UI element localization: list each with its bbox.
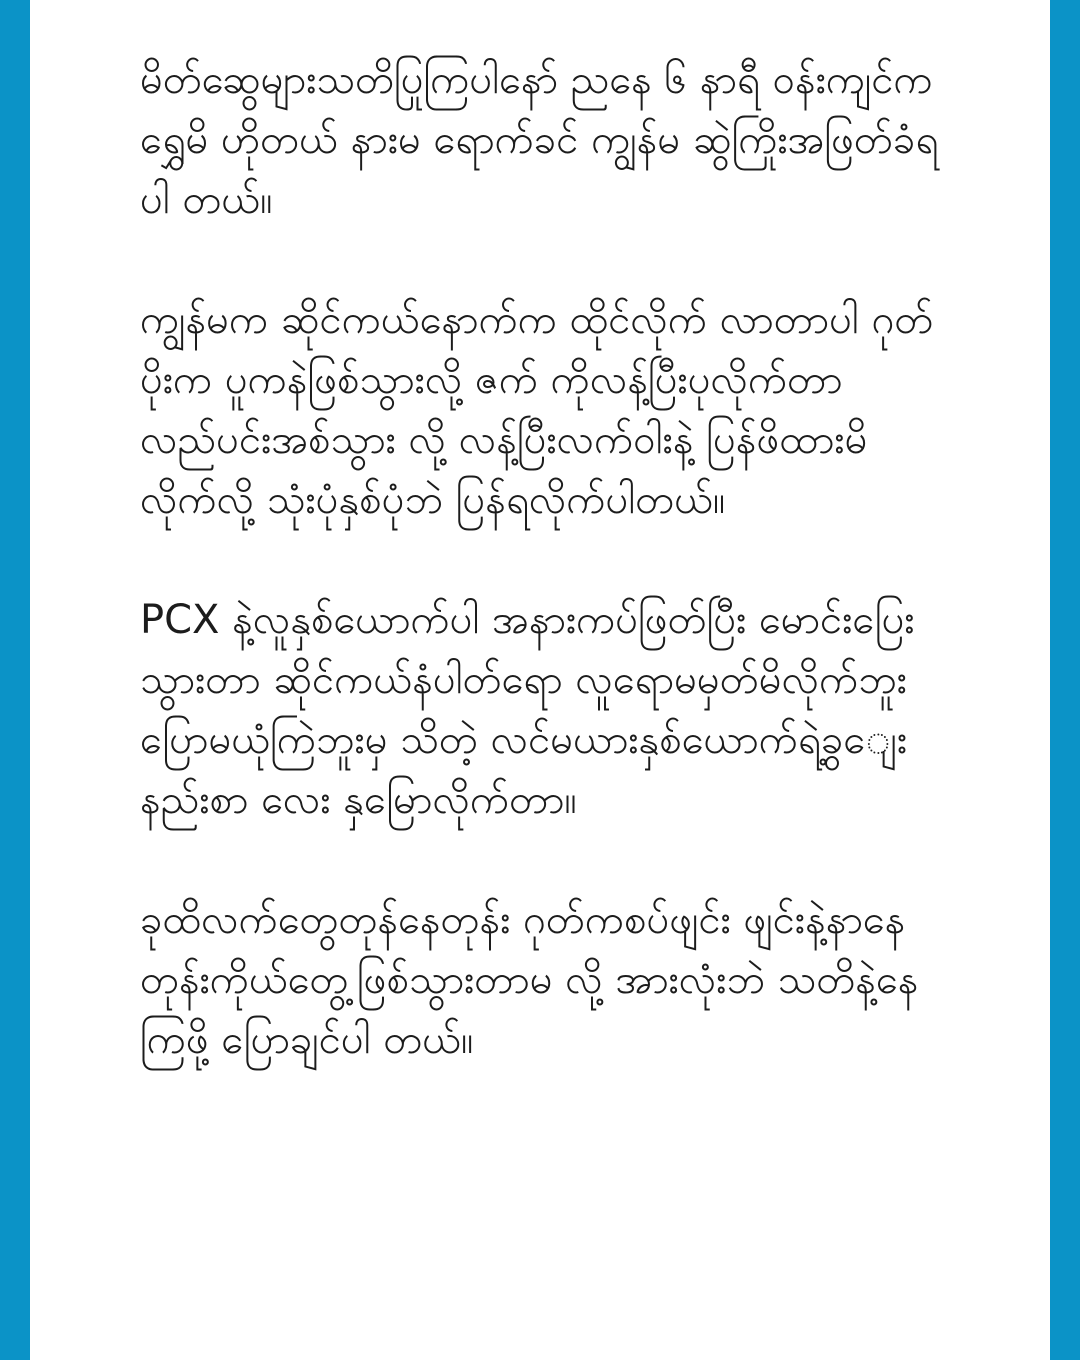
post-paragraph-3: PCX နဲ့လူနှစ်ယောက်ပါ အနားကပ်ဖြတ်ပြီး မောင်းပြေးသွားတာ ဆိုင်ကယ်နံပါတ်ရော လူရောမမှတ်မိလိုက်ဘူး ပြောမယုံကြဲဘူးမှ သိတဲ့ လင်မယားနှစ်ယောက်ရဲ့ခွျေးနည်းစာ လေး နှမြောလိုက်တာ။	[140, 597, 915, 823]
post-paragraph-4: ခုထိလက်တွေတုန်နေတုန်း ဂုတ်ကစပ်ဖျင်း ဖျင်းနဲ့နာနေတုန်းကိုယ်တွေ့ဖြစ်သွားတာမ လို့ အားလုံးဘဲ သတိနဲ့နေကြဖို့ ပြောချင်ပါ တယ်။	[140, 897, 919, 1063]
post-paragraph-1: မိတ်ဆွေများသတိပြုကြပါနော် ညနေ ၆ နာရီ ဝန်းကျင်က ရွှေမိ ဟိုတယ် နားမ ရောက်ခင် ကျွန်မ ဆွဲကြိုးအဖြတ်ခံရပါ တယ်။	[140, 57, 939, 223]
post-body	[140, 50, 940, 1070]
post-paragraph-2: ကျွန်မက ဆိုင်ကယ်နောက်က ထိုင်လိုက် လာတာပါ ဂုတ်ပိုးက ပူကနဲဖြစ်သွားလို့ ဇက် ကိုလန့်ပြီးပုလိုက်တာ လည်ပင်းအစ်သွား လို့ လန့်ပြီးလက်ဝါးနဲ့ ပြန်ဖိထားမိလိုက်လို့ သုံးပုံနှစ်ပုံဘဲ ပြန်ရလိုက်ပါတယ်။	[140, 297, 934, 523]
post-page	[30, 0, 1050, 1360]
